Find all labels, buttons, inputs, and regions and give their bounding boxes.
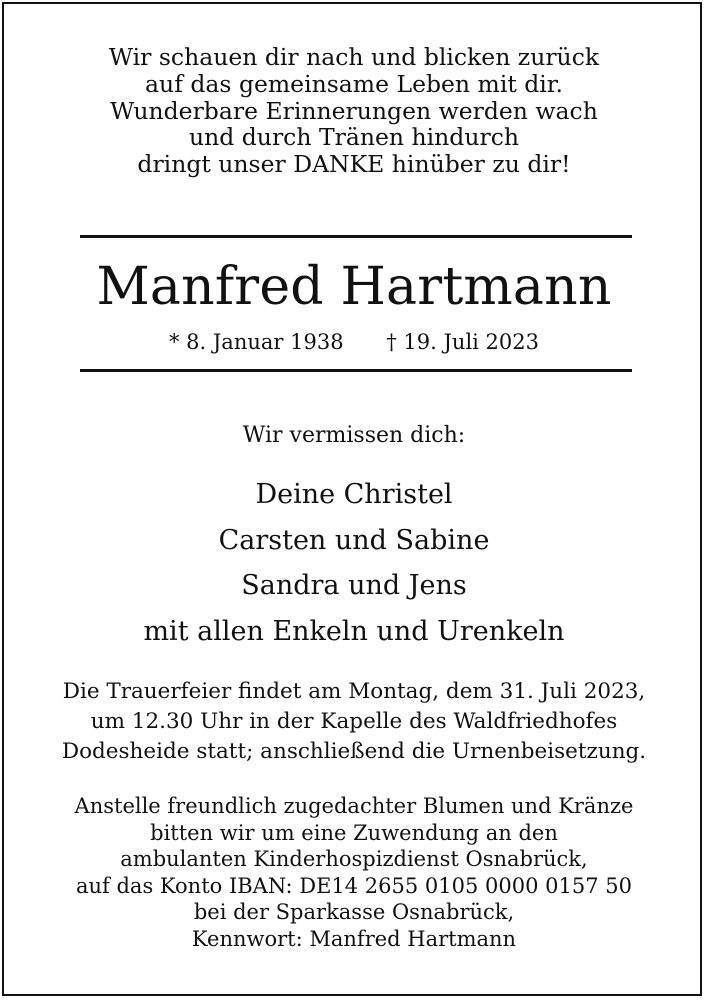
life-dates xyxy=(0,327,708,357)
mourner-line: Sandra und Jens xyxy=(241,570,467,601)
poem-line: Wunderbare Erinnerungen werden wach xyxy=(110,96,598,125)
mourner-line: Deine Christel xyxy=(255,479,453,510)
donation-info xyxy=(0,793,708,953)
divider-top xyxy=(80,235,632,238)
memorial-poem xyxy=(0,44,708,178)
birth-date: * 8. Januar 1938 xyxy=(169,330,344,354)
poem-line: dringt unser DANKE hinüber zu dir! xyxy=(137,150,571,179)
ceremony-line: Dodesheide statt; anschließend die Urnenbeisetzung. xyxy=(61,738,647,764)
mourners-list xyxy=(0,472,708,654)
mourners-intro: Wir vermissen dich: xyxy=(242,423,466,448)
donation-line: bitten wir um eine Zuwendung an den xyxy=(150,820,558,845)
mourner-line: mit allen Enkeln und Urenkeln xyxy=(143,615,565,647)
death-date: † 19. Juli 2023 xyxy=(386,330,539,354)
poem-line: Wir schauen dir nach und blicken zurück xyxy=(108,43,600,71)
ceremony-info xyxy=(0,677,708,766)
donation-line: Anstelle freundlich zugedachter Blumen und Kränze xyxy=(74,794,634,818)
donation-line: Kennwort: Manfred Hartmann xyxy=(191,926,517,951)
poem-line: und durch Tränen hindurch xyxy=(188,123,520,152)
donation-line: bei der Sparkasse Osnabrück, xyxy=(193,900,515,925)
donation-line: auf das Konto IBAN: DE14 2655 0105 0000 0157 50 xyxy=(76,873,632,898)
ceremony-line: Die Trauerfeier findet am Montag, dem 31. Juli 2023, xyxy=(62,679,646,704)
poem-line: auf das gemeinsame Leben mit dir. xyxy=(145,69,563,98)
mourner-line: Carsten und Sabine xyxy=(218,524,490,556)
deceased-name: Manfred Hartmann xyxy=(96,257,612,317)
divider-bottom xyxy=(80,369,632,372)
ceremony-line: um 12.30 Uhr in der Kapelle des Waldfriedhofes xyxy=(90,708,618,734)
donation-line: ambulanten Kinderhospizdienst Osnabrück, xyxy=(120,847,588,872)
